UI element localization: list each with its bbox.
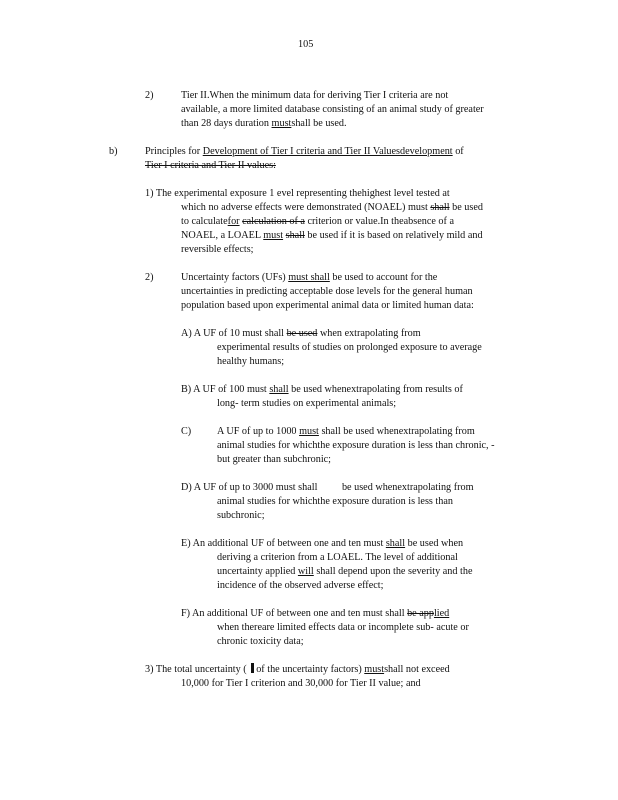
inserted-will: will bbox=[297, 566, 314, 577]
item-a-tail: when extrapolating from bbox=[319, 328, 421, 339]
uf-tail: be used to account for the bbox=[332, 272, 438, 283]
item-1-line-2 bbox=[181, 201, 483, 214]
item-2-line-1: Tier II.When the minimum data for deriving Tier I criteria are not bbox=[181, 90, 449, 101]
item-a-line-1 bbox=[181, 327, 421, 340]
page-number: 105 bbox=[298, 39, 314, 50]
section-b-label: b) bbox=[109, 146, 118, 157]
item-f-prefix: F) An additional UF of between one and ten must shall bbox=[181, 608, 405, 619]
item-c-line-3: but greater than subchronic; bbox=[217, 454, 332, 465]
item-f-line-3: chronic toxicity data; bbox=[217, 636, 304, 647]
struck-be-app: be app bbox=[407, 608, 434, 619]
item-c-line-1 bbox=[217, 425, 475, 438]
item-d-prefix: D) A UF of up to 3000 must shall bbox=[181, 482, 318, 493]
struck-shall: shall bbox=[430, 202, 450, 213]
inserted-shall: shall bbox=[385, 538, 406, 549]
item-3-mid: of the uncertainty factors) bbox=[256, 664, 362, 675]
uf-line-3: population based upon experimental animal data or limited human data: bbox=[181, 300, 474, 311]
struck-be-used: be used bbox=[286, 328, 318, 339]
item-d-line-2: animal studies for whichthe exposure duration is less than bbox=[217, 496, 453, 507]
item-b-prefix: B) A UF of 100 must bbox=[181, 384, 267, 395]
item-e-line-3-tail: shall depend upon the severity and the bbox=[316, 566, 473, 577]
item-e-tail: be used when bbox=[407, 538, 464, 549]
struck-calculation: calculation of a bbox=[242, 216, 305, 227]
item-e-line-4: incidence of the observed adverse effect; bbox=[217, 580, 384, 591]
heading-prefix: Principles for bbox=[145, 146, 201, 157]
inserted-for: for bbox=[227, 216, 240, 227]
item-e-line-1 bbox=[181, 537, 463, 550]
item-3-tail: shall not exceed bbox=[384, 664, 450, 675]
item-e-prefix: E) An additional UF of between one and ten must bbox=[181, 538, 384, 549]
item-e-line-3 bbox=[217, 565, 472, 578]
item-1-line-4 bbox=[181, 229, 483, 242]
item-3-line-1 bbox=[145, 663, 450, 676]
struck-shall: shall bbox=[285, 230, 305, 241]
inserted-must: must bbox=[299, 426, 319, 437]
strike-rule bbox=[317, 481, 339, 494]
item-2-tail: be used. bbox=[313, 118, 347, 129]
inserted-must: must bbox=[271, 118, 292, 129]
heading-post: of bbox=[455, 146, 464, 157]
item-3-line-2: 10,000 for Tier I criterion and 30,000 for Tier II value; and bbox=[181, 678, 421, 689]
item-c-prefix: A UF of up to 1000 bbox=[217, 426, 297, 437]
item-2-line-2: available, a more limited database consisting of an animal study of greater bbox=[181, 104, 484, 115]
item-f-line-2: when thereare limited effects data or incomplete sub- acute or bbox=[217, 622, 469, 633]
item-2b-number: 2) bbox=[145, 272, 154, 283]
item-a-line-3: healthy humans; bbox=[217, 356, 285, 367]
item-2-shall: shall bbox=[291, 118, 311, 129]
item-1-line-3 bbox=[181, 215, 454, 228]
loael-tail: be used if it is based on relatively mild and bbox=[307, 230, 483, 241]
item-c-label: C) bbox=[181, 426, 192, 437]
item-1-line-5: reversible effects; bbox=[181, 244, 254, 255]
item-c-line-2: animal studies for whichthe exposure duration is less than chronic, - bbox=[217, 440, 495, 451]
uf-line-2: uncertainties in predicting acceptable dose levels for the general human bbox=[181, 286, 473, 297]
inserted-must-shall: must shall bbox=[288, 272, 330, 283]
uf-prefix: Uncertainty factors (UFs) bbox=[181, 272, 286, 283]
item-b-tail: be used whenextrapolating from results of bbox=[291, 384, 463, 395]
item-f-line-1 bbox=[181, 607, 449, 620]
item-a-prefix: A) A UF of 10 must shall bbox=[181, 328, 285, 339]
item-2-line-3-text: than 28 days duration bbox=[181, 118, 269, 129]
item-a-line-2: experimental results of studies on prolonged exposure to average bbox=[217, 342, 482, 353]
item-b-line-2: long- term studies on experimental animals; bbox=[217, 398, 397, 409]
item-e-line-3-prefix: uncertainty applied bbox=[217, 566, 296, 577]
inserted-heading: Development of Tier I criteria and Tier II Values bbox=[202, 146, 401, 157]
item-3-prefix: 3) The total uncertainty ( bbox=[145, 664, 247, 675]
item-1-line-2-tail: be used bbox=[452, 202, 483, 213]
inserted-must: must bbox=[263, 230, 284, 241]
inserted-heading-tail: development bbox=[400, 146, 453, 157]
item-c-tail: shall be used whenextrapolating from bbox=[321, 426, 475, 437]
uf-line-1 bbox=[181, 271, 437, 284]
item-e-line-2: deriving a criterion from a LOAEL. The level of additional bbox=[217, 552, 458, 563]
inserted-lied: lied bbox=[433, 608, 450, 619]
item-2-number: 2) bbox=[145, 90, 154, 101]
cursor-bar bbox=[251, 663, 254, 673]
inserted-must: must bbox=[364, 664, 385, 675]
item-d-line-1 bbox=[181, 481, 474, 494]
struck-heading: Tier I criteria and Tier II values: bbox=[145, 160, 276, 171]
loael-prefix: NOAEL, a LOAEL bbox=[181, 230, 261, 241]
item-b-line-1 bbox=[181, 383, 463, 396]
item-d-tail: be used whenextrapolating from bbox=[341, 482, 474, 493]
calc-tail: criterion or value.In theabsence of a bbox=[307, 216, 454, 227]
inserted-shall: shall bbox=[269, 384, 289, 395]
item-2-line-3 bbox=[181, 117, 347, 130]
section-b-heading bbox=[145, 145, 464, 158]
calc-prefix: to calculate bbox=[181, 216, 228, 227]
item-d-line-3: subchronic; bbox=[217, 510, 265, 521]
item-1-line-2-text: which no adverse effects were demonstrated (NOAEL) must bbox=[181, 202, 428, 213]
item-1-line-1: 1) The experimental exposure 1 evel representing thehighest level tested at bbox=[145, 188, 450, 199]
